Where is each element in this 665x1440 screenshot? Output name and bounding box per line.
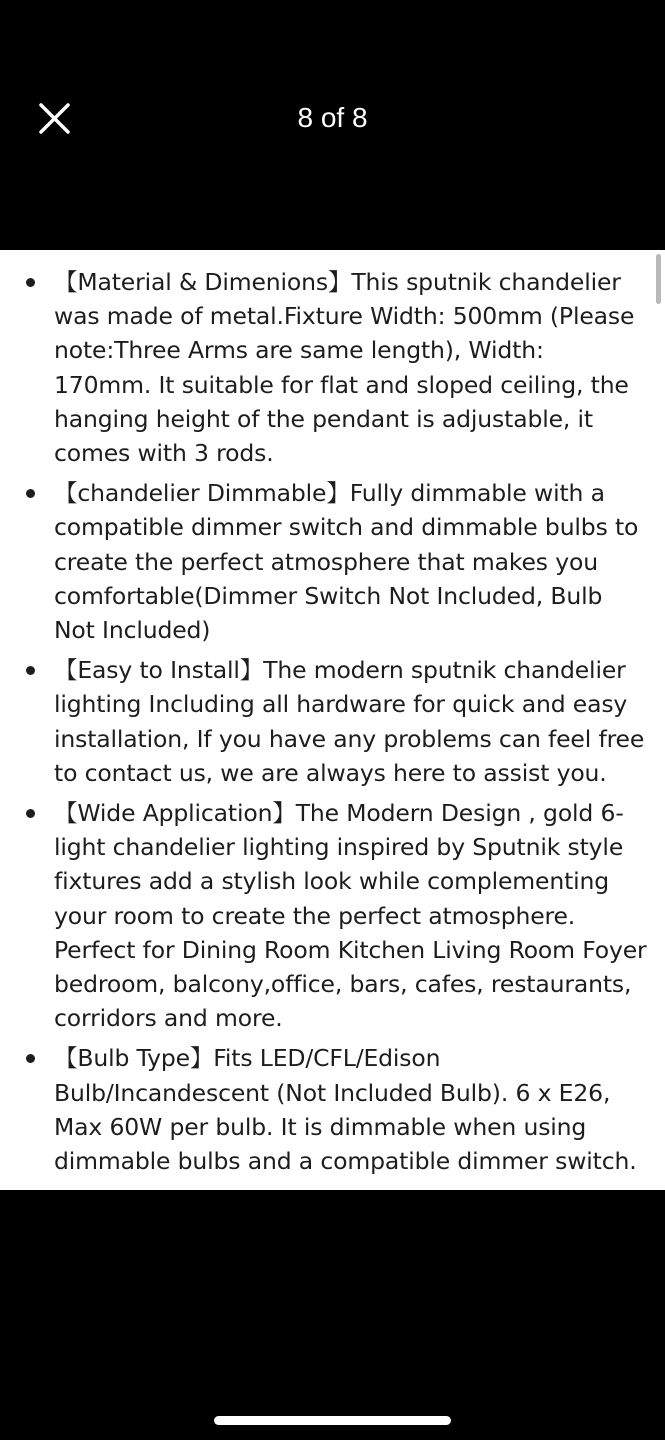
bullet-dot-icon bbox=[26, 809, 35, 818]
bullet-dot-icon bbox=[26, 278, 35, 287]
bullet-text: 【chandelier Dimmable】Fully dimmable with a compatible dimmer switch and dimmable bulbs to create the perfect atmosphere that makes you comfortable(Dimmer Switch Not Included, Bulb Not Included) bbox=[54, 479, 639, 645]
list-item bbox=[0, 796, 665, 1035]
home-indicator[interactable] bbox=[214, 1416, 451, 1425]
bullet-dot-icon bbox=[26, 666, 35, 675]
list-item bbox=[0, 265, 665, 470]
bullet-dot-icon bbox=[26, 489, 35, 498]
viewer-footer bbox=[0, 1190, 665, 1440]
list-item bbox=[0, 653, 665, 790]
product-image[interactable] bbox=[0, 250, 665, 1190]
image-counter: 8 of 8 bbox=[297, 102, 368, 133]
viewer-header bbox=[0, 0, 665, 250]
bullet-text: 【Easy to Install】The modern sputnik chandelier lighting Including all hardware for quick and easy installation, If you have any problems can feel free to contact us, we are always here to assist you. bbox=[54, 656, 645, 787]
feature-bullet-list bbox=[0, 265, 665, 1184]
list-item bbox=[0, 1041, 665, 1178]
bullet-text: 【Bulb Type】Fits LED/CFL/Edison Bulb/Incandescent (Not Included Bulb). 6 x E26, Max 60W per bulb. It is dimmable when using dimmable bulbs and a compatible dimmer switch. bbox=[54, 1044, 637, 1176]
bullet-dot-icon bbox=[26, 1054, 35, 1063]
bullet-text: 【Material & Dimenions】This sputnik chandelier was made of metal.Fixture Width: 500mm (Please note:Three Arms are same length), Width: 170mm. It suitable for flat and sloped ceiling, the hanging height of the pendant is adjustable, it comes with 3 rods. bbox=[54, 268, 635, 468]
list-item bbox=[0, 476, 665, 647]
bullet-text: 【Wide Application】The Modern Design , gold 6-light chandelier lighting inspired by Sputnik style fixtures add a stylish look while complementing your room to create the perfect atmosphere. Perfect for Dining Room Kitchen Living Room Foyer bedroom, balcony,office, bars, cafes, restaurants, corridors and more. bbox=[54, 799, 647, 1033]
